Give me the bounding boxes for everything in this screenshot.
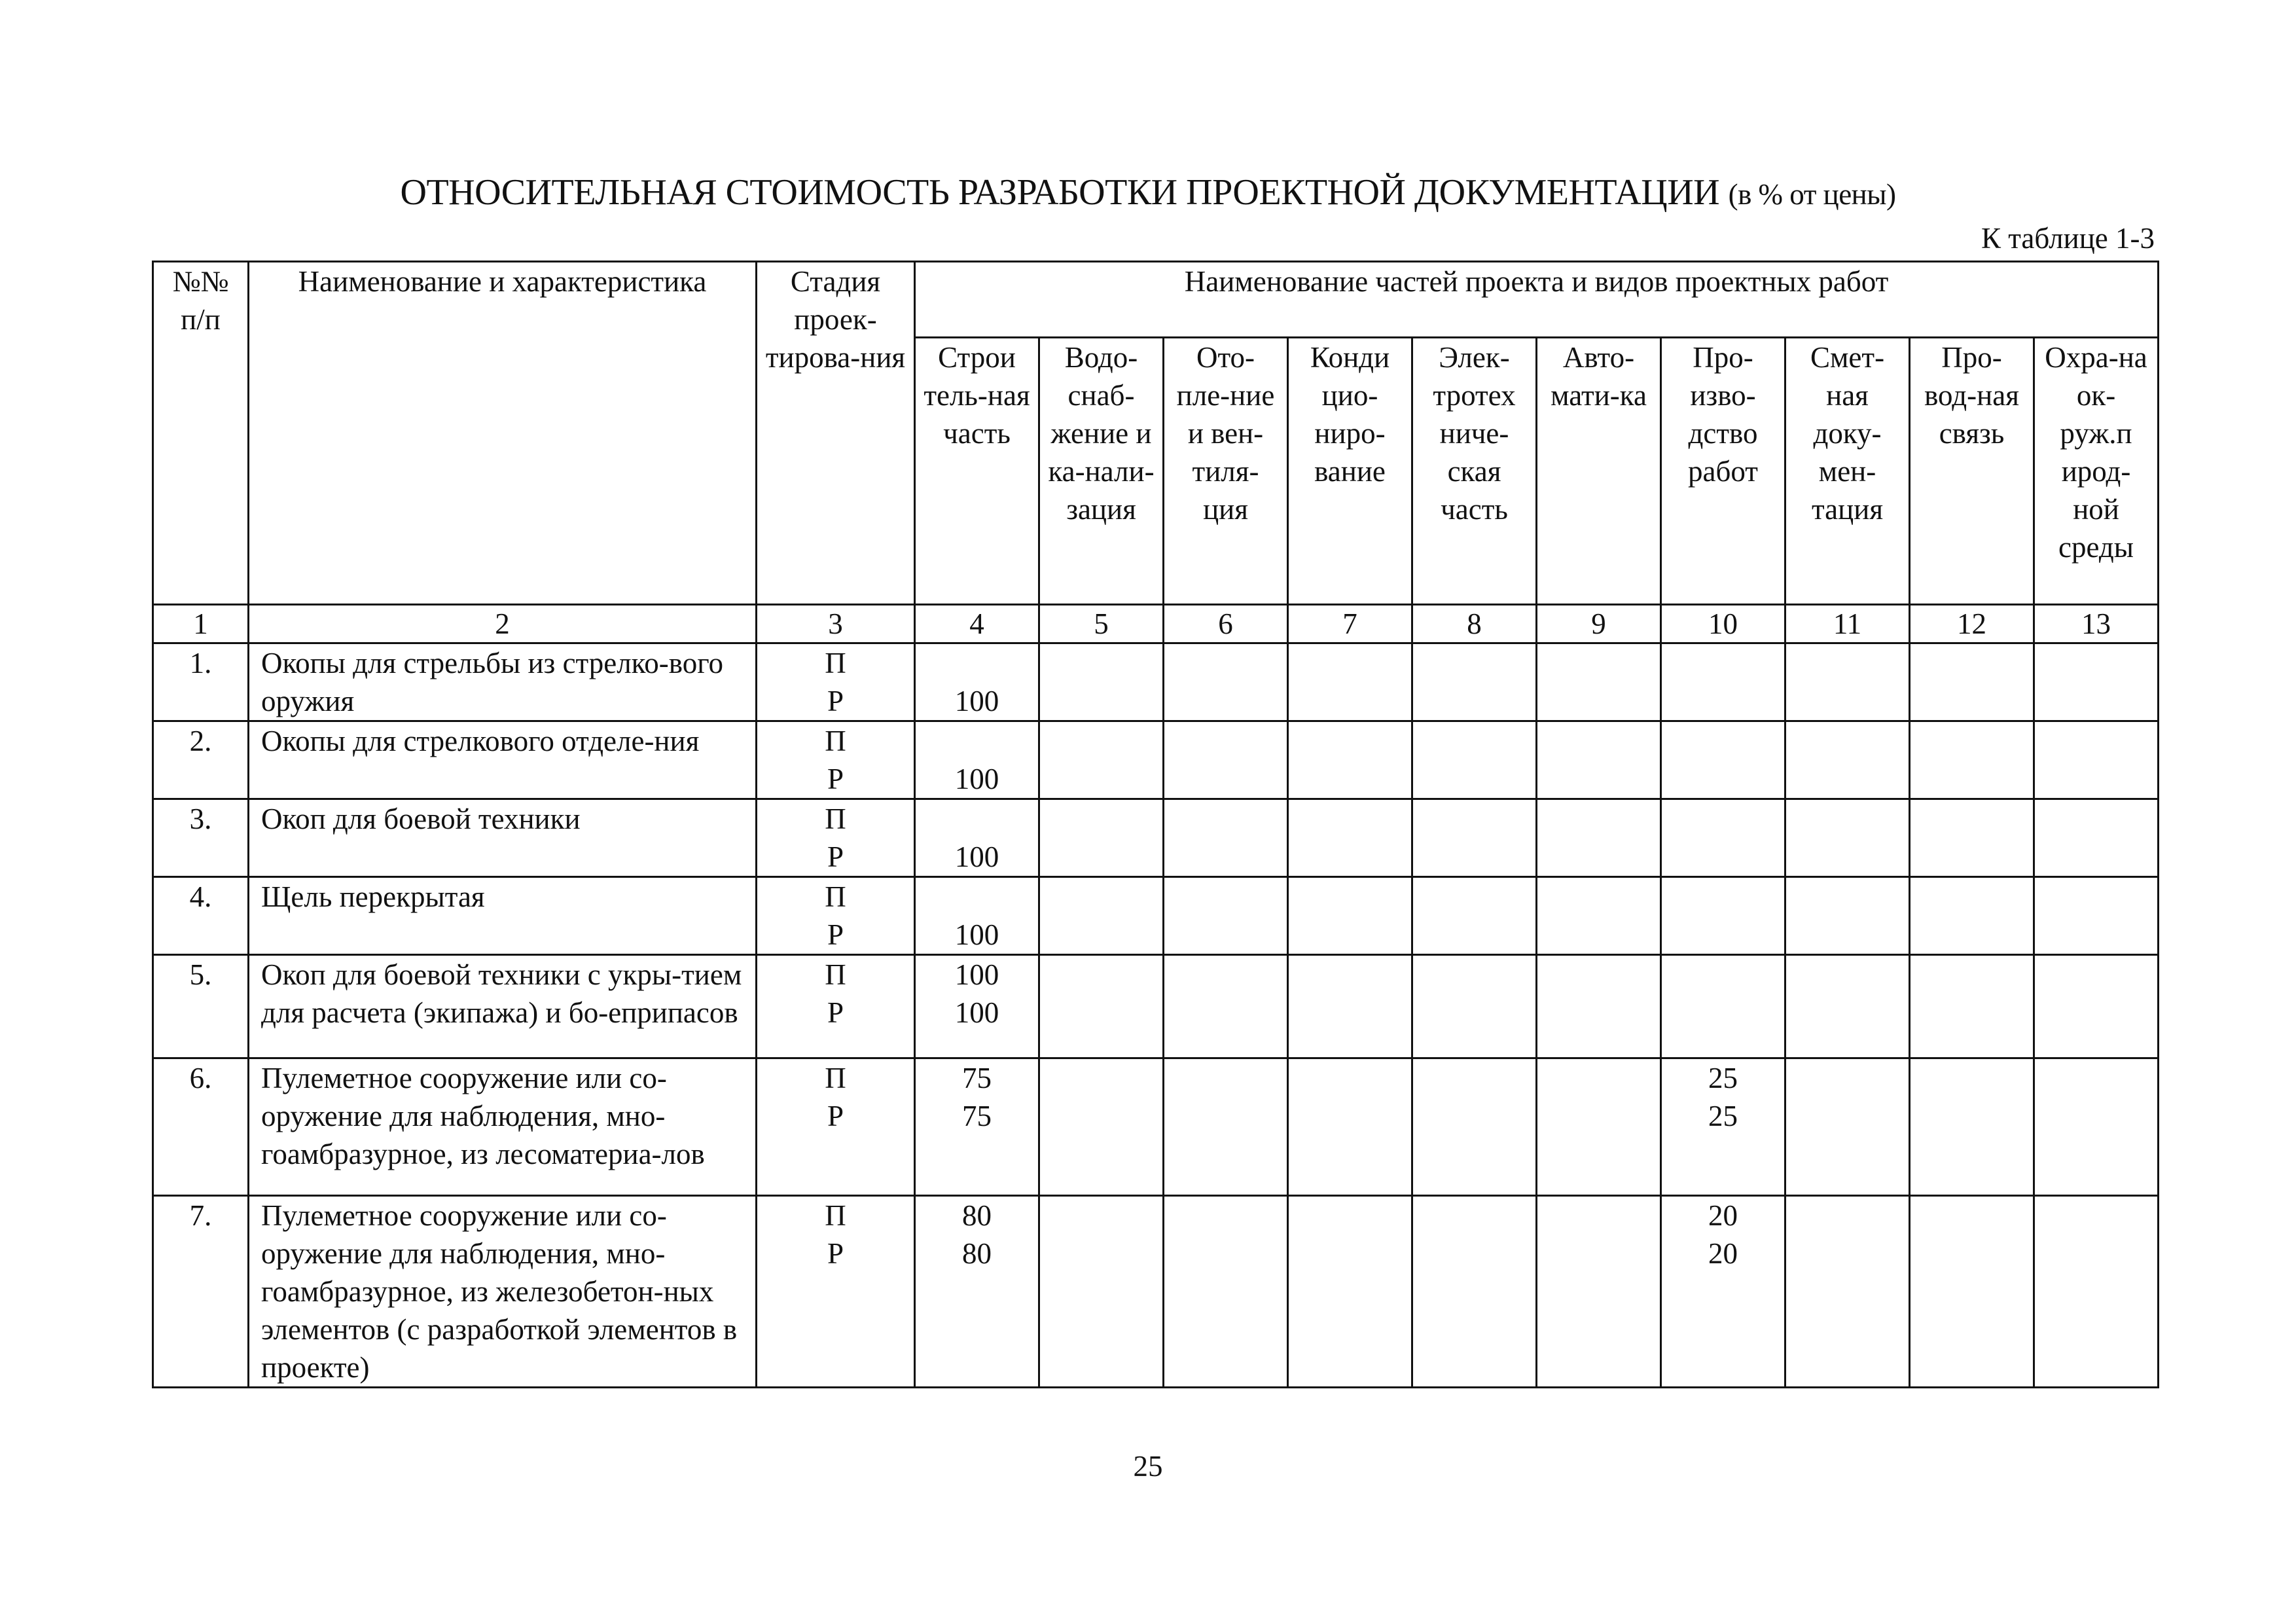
- row-number: 5.: [153, 955, 249, 1058]
- header-part-11: Смет-ная доку-мен-тация: [1785, 338, 1910, 605]
- cell-col-11: [1785, 643, 1910, 721]
- cell-col-4: [915, 877, 1039, 955]
- cell-col-5: [1039, 1196, 1164, 1388]
- column-number: 9: [1537, 605, 1661, 643]
- cell-value: 100: [954, 958, 999, 991]
- cell-col-4: [915, 643, 1039, 721]
- cell-col-12: [1910, 1058, 2034, 1196]
- cell-col-9: [1537, 799, 1661, 877]
- cell-col-4: [915, 1196, 1039, 1388]
- stage-p: П: [825, 1199, 846, 1232]
- cell-col-12: [1910, 799, 2034, 877]
- column-number: 8: [1412, 605, 1537, 643]
- row-number: 2.: [153, 721, 249, 799]
- row-name: Окопы для стрельбы из стрелко-вого оружия: [249, 643, 757, 721]
- cell-value: 100: [954, 685, 999, 717]
- column-number: 13: [2034, 605, 2159, 643]
- cell-col-7: [1288, 799, 1412, 877]
- cell-col-13: [2034, 799, 2159, 877]
- header-col-parts: Наименование частей проекта и видов проектных работ: [915, 262, 2159, 338]
- row-number: 3.: [153, 799, 249, 877]
- table-row: [153, 955, 2159, 1058]
- row-number: 4.: [153, 877, 249, 955]
- cell-col-13: [2034, 1196, 2159, 1388]
- cell-col-13: [2034, 721, 2159, 799]
- cell-col-10: [1661, 721, 1785, 799]
- row-name: Пулеметное сооружение или со-оружение для наблюдения, мно-гоамбразурное, из лесоматериа-лов: [249, 1058, 757, 1196]
- cell-col-4: [915, 721, 1039, 799]
- cell-col-8: [1412, 877, 1537, 955]
- cell-value: [1670, 878, 1776, 916]
- table-row: [153, 877, 2159, 955]
- cell-value: [1670, 760, 1776, 798]
- cell-col-6: [1164, 877, 1288, 955]
- cell-col-12: [1910, 643, 2034, 721]
- cell-value: 75: [962, 1100, 992, 1132]
- stage-p: П: [825, 880, 846, 913]
- cell-value: 100: [954, 996, 999, 1029]
- cell-value: 20: [1708, 1199, 1738, 1232]
- cell-value: 100: [954, 918, 999, 951]
- cell-col-5: [1039, 643, 1164, 721]
- column-number: 3: [757, 605, 915, 643]
- stage-p: П: [825, 725, 846, 757]
- cell-value: [1670, 956, 1776, 994]
- cell-col-8: [1412, 1058, 1537, 1196]
- cell-value: 75: [962, 1062, 992, 1094]
- cell-col-6: [1164, 1196, 1288, 1388]
- cell-col-8: [1412, 1196, 1537, 1388]
- cell-col-8: [1412, 799, 1537, 877]
- column-number: 5: [1039, 605, 1164, 643]
- stage-r: Р: [827, 918, 844, 951]
- cell-value: 20: [1708, 1237, 1738, 1270]
- cell-col-11: [1785, 877, 1910, 955]
- cell-col-6: [1164, 1058, 1288, 1196]
- cell-col-8: [1412, 721, 1537, 799]
- cell-value: 100: [954, 840, 999, 873]
- header-row-top: [153, 262, 2159, 338]
- cell-value: [1670, 722, 1776, 760]
- cell-col-5: [1039, 877, 1164, 955]
- header-part-7: Конди цио-ниро-вание: [1288, 338, 1412, 605]
- cell-col-6: [1164, 643, 1288, 721]
- page-number: 25: [1133, 1450, 1163, 1483]
- row-name: Щель перекрытая: [249, 877, 757, 955]
- cell-col-7: [1288, 643, 1412, 721]
- cell-col-4: [915, 955, 1039, 1058]
- cell-col-11: [1785, 955, 1910, 1058]
- row-stage: [757, 877, 915, 955]
- cell-col-9: [1537, 1196, 1661, 1388]
- cell-value: [1670, 916, 1776, 954]
- row-stage: [757, 1196, 915, 1388]
- cell-value: 100: [954, 763, 999, 795]
- cell-col-10: [1661, 1196, 1785, 1388]
- row-stage: [757, 721, 915, 799]
- stage-p: П: [825, 958, 846, 991]
- table-row: [153, 721, 2159, 799]
- cell-col-6: [1164, 955, 1288, 1058]
- row-name: Окоп для боевой техники: [249, 799, 757, 877]
- cell-value: 25: [1708, 1062, 1738, 1094]
- cell-col-7: [1288, 955, 1412, 1058]
- cell-value: 80: [962, 1237, 992, 1270]
- stage-p: П: [825, 647, 846, 679]
- cell-value: [1670, 800, 1776, 838]
- cell-col-12: [1910, 955, 2034, 1058]
- header-col-stage: Стадия проек-тирова-ния: [757, 262, 915, 605]
- cell-value: [1670, 682, 1776, 720]
- row-name: Окопы для стрелкового отделе-ния: [249, 721, 757, 799]
- cell-value: [1670, 994, 1776, 1032]
- cell-col-5: [1039, 721, 1164, 799]
- cell-col-12: [1910, 877, 2034, 955]
- cell-col-13: [2034, 643, 2159, 721]
- stage-r: Р: [827, 1237, 844, 1270]
- table-reference: К таблице 1-3: [1981, 222, 2155, 255]
- cell-value: [924, 644, 1030, 682]
- cell-col-11: [1785, 1058, 1910, 1196]
- table-row: [153, 1058, 2159, 1196]
- cell-value: [924, 722, 1030, 760]
- cell-col-11: [1785, 1196, 1910, 1388]
- row-number: 6.: [153, 1058, 249, 1196]
- cell-col-5: [1039, 955, 1164, 1058]
- stage-r: Р: [827, 763, 844, 795]
- cell-value: 80: [962, 1199, 992, 1232]
- row-number: 1.: [153, 643, 249, 721]
- header-part-6: Ото-пле-ние и вен-тиля-ция: [1164, 338, 1288, 605]
- row-stage: [757, 643, 915, 721]
- table-row: [153, 799, 2159, 877]
- cost-table: [152, 261, 2159, 1388]
- cell-value: 25: [1708, 1100, 1738, 1132]
- column-number-row: [153, 605, 2159, 643]
- cell-value: [924, 878, 1030, 916]
- stage-p: П: [825, 803, 846, 835]
- title-main: ОТНОСИТЕЛЬНАЯ СТОИМОСТЬ РАЗРАБОТКИ ПРОЕКТНОЙ ДОКУМЕНТАЦИИ: [400, 172, 1720, 213]
- cell-col-7: [1288, 877, 1412, 955]
- header-part-13: Охра-на ок-руж.п ирод-ной среды: [2034, 338, 2159, 605]
- cell-col-10: [1661, 877, 1785, 955]
- cell-col-6: [1164, 721, 1288, 799]
- document-title: [0, 174, 2296, 211]
- header-part-12: Про-вод-ная связь: [1910, 338, 2034, 605]
- header-part-8: Элек-тротех ниче-ская часть: [1412, 338, 1537, 605]
- cell-col-10: [1661, 643, 1785, 721]
- cell-col-9: [1537, 1058, 1661, 1196]
- cell-col-9: [1537, 955, 1661, 1058]
- row-stage: [757, 799, 915, 877]
- header-col-num: №№ п/п: [153, 262, 249, 605]
- row-stage: [757, 1058, 915, 1196]
- stage-r: Р: [827, 996, 844, 1029]
- cell-col-4: [915, 1058, 1039, 1196]
- header-part-10: Про-изво-дство работ: [1661, 338, 1785, 605]
- header-part-5: Водо-снаб-жение и ка-нали-зация: [1039, 338, 1164, 605]
- cell-col-7: [1288, 1058, 1412, 1196]
- cell-col-9: [1537, 877, 1661, 955]
- cell-col-9: [1537, 643, 1661, 721]
- cell-value: [1670, 644, 1776, 682]
- column-number: 1: [153, 605, 249, 643]
- cell-col-11: [1785, 799, 1910, 877]
- cell-col-6: [1164, 799, 1288, 877]
- row-name: Окоп для боевой техники с укры-тием для расчета (экипажа) и бо-еприпасов: [249, 955, 757, 1058]
- header-part-9: Авто-мати-ка: [1537, 338, 1661, 605]
- cell-col-5: [1039, 1058, 1164, 1196]
- cell-col-4: [915, 799, 1039, 877]
- column-number: 6: [1164, 605, 1288, 643]
- row-stage: [757, 955, 915, 1058]
- column-number: 7: [1288, 605, 1412, 643]
- cell-col-7: [1288, 721, 1412, 799]
- column-number: 10: [1661, 605, 1785, 643]
- cell-col-13: [2034, 1058, 2159, 1196]
- cell-col-11: [1785, 721, 1910, 799]
- cell-col-13: [2034, 955, 2159, 1058]
- stage-r: Р: [827, 685, 844, 717]
- stage-r: Р: [827, 840, 844, 873]
- cell-col-7: [1288, 1196, 1412, 1388]
- cell-col-5: [1039, 799, 1164, 877]
- row-name: Пулеметное сооружение или со-оружение для наблюдения, мно-гоамбразурное, из железобетон-ных элементов (с разработкой элементов в проекте): [249, 1196, 757, 1388]
- cell-col-10: [1661, 1058, 1785, 1196]
- cell-col-12: [1910, 1196, 2034, 1388]
- cell-col-12: [1910, 721, 2034, 799]
- header-col-name: Наименование и характеристика: [249, 262, 757, 605]
- column-number: 2: [249, 605, 757, 643]
- cell-col-10: [1661, 955, 1785, 1058]
- table-row: [153, 643, 2159, 721]
- header-part-4: Строи тель-ная часть: [915, 338, 1039, 605]
- stage-r: Р: [827, 1100, 844, 1132]
- column-number: 12: [1910, 605, 2034, 643]
- cell-col-9: [1537, 721, 1661, 799]
- cell-col-10: [1661, 799, 1785, 877]
- cell-col-13: [2034, 877, 2159, 955]
- cell-value: [1670, 838, 1776, 876]
- cell-col-8: [1412, 955, 1537, 1058]
- column-number: 4: [915, 605, 1039, 643]
- table-row: [153, 1196, 2159, 1388]
- cell-col-8: [1412, 643, 1537, 721]
- column-number: 11: [1785, 605, 1910, 643]
- cell-value: [924, 800, 1030, 838]
- title-suffix: (в % от цены): [1728, 178, 1896, 211]
- row-number: 7.: [153, 1196, 249, 1388]
- stage-p: П: [825, 1062, 846, 1094]
